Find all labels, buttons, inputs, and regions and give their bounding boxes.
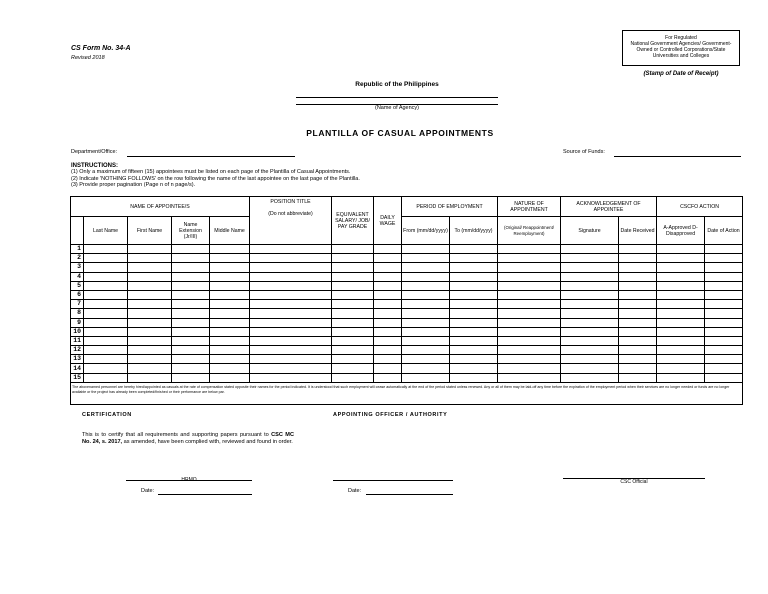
table-cell[interactable] xyxy=(332,346,374,355)
table-cell[interactable] xyxy=(402,263,450,272)
position-title-header xyxy=(250,197,332,245)
table-cell[interactable] xyxy=(402,318,450,327)
table-cell[interactable] xyxy=(374,300,402,309)
table-cell[interactable] xyxy=(705,254,743,263)
table-cell[interactable] xyxy=(450,373,498,382)
table-cell[interactable] xyxy=(402,336,450,345)
table-cell[interactable] xyxy=(561,327,619,336)
page-title: PLANTILLA OF CASUAL APPOINTMENTS xyxy=(306,128,494,138)
table-row xyxy=(71,281,743,290)
table-row xyxy=(71,327,743,336)
revised-label: Revised 2018 xyxy=(71,55,105,61)
row-number: 12 xyxy=(71,346,84,355)
table-cell[interactable] xyxy=(498,364,561,373)
instructions-heading: INSTRUCTIONS: xyxy=(71,163,118,169)
position-title-label: POSITION TITLE xyxy=(270,199,311,205)
table-cell[interactable] xyxy=(250,364,332,373)
table-cell[interactable] xyxy=(84,300,128,309)
table-cell[interactable] xyxy=(619,281,657,290)
last-name-header: Last Name xyxy=(84,217,128,245)
cert-text-bold: CSC MC No. 24, s. 2017, xyxy=(82,432,294,445)
table-cell[interactable] xyxy=(332,318,374,327)
table-cell[interactable] xyxy=(402,327,450,336)
hrmo-date-label: Date: xyxy=(141,488,155,494)
table-cell[interactable] xyxy=(498,355,561,364)
table-cell[interactable] xyxy=(84,281,128,290)
table-cell[interactable] xyxy=(210,300,250,309)
table-cell[interactable] xyxy=(498,281,561,290)
table-cell[interactable] xyxy=(657,355,705,364)
table-cell[interactable] xyxy=(561,254,619,263)
certification-text xyxy=(82,432,294,445)
table-cell[interactable] xyxy=(619,245,657,254)
table-cell[interactable] xyxy=(332,327,374,336)
table-cell[interactable] xyxy=(250,281,332,290)
table-cell[interactable] xyxy=(657,309,705,318)
table-cell[interactable] xyxy=(561,355,619,364)
table-cell[interactable] xyxy=(128,290,172,299)
table-cell[interactable] xyxy=(450,281,498,290)
table-cell[interactable] xyxy=(84,245,128,254)
table-cell[interactable] xyxy=(210,281,250,290)
table-cell[interactable] xyxy=(402,355,450,364)
table-cell[interactable] xyxy=(498,245,561,254)
table-cell[interactable] xyxy=(172,263,210,272)
table-cell[interactable] xyxy=(84,290,128,299)
table-cell[interactable] xyxy=(705,263,743,272)
table-cell[interactable] xyxy=(402,373,450,382)
plantilla-table xyxy=(70,196,743,405)
equivalent-salary-header: EQUIVALENT SALARY/ JOB/ PAY GRADE xyxy=(332,197,374,245)
appointing-signature-line[interactable] xyxy=(333,480,453,481)
table-cell[interactable] xyxy=(450,336,498,345)
table-cell[interactable] xyxy=(498,336,561,345)
table-cell[interactable] xyxy=(498,318,561,327)
table-cell[interactable] xyxy=(84,318,128,327)
daily-wage-header: DAILY WAGE xyxy=(374,197,402,245)
table-cell[interactable] xyxy=(561,281,619,290)
table-cell[interactable] xyxy=(128,336,172,345)
table-cell[interactable] xyxy=(332,254,374,263)
table-cell[interactable] xyxy=(561,245,619,254)
table-row xyxy=(71,318,743,327)
table-cell[interactable] xyxy=(619,309,657,318)
table-cell[interactable] xyxy=(657,346,705,355)
position-note: (Do not abbreviate) xyxy=(268,211,313,217)
table-cell[interactable] xyxy=(332,272,374,281)
table-cell[interactable] xyxy=(374,318,402,327)
table-cell[interactable] xyxy=(374,364,402,373)
table-cell[interactable] xyxy=(332,336,374,345)
table-cell[interactable] xyxy=(84,309,128,318)
table-cell[interactable] xyxy=(561,364,619,373)
table-cell[interactable] xyxy=(498,263,561,272)
table-cell[interactable] xyxy=(210,364,250,373)
date-of-action-header: Date of Action xyxy=(705,217,743,245)
table-cell[interactable] xyxy=(374,290,402,299)
table-cell[interactable] xyxy=(450,300,498,309)
table-cell[interactable] xyxy=(84,373,128,382)
row-number: 6 xyxy=(71,290,84,299)
row-number: 2 xyxy=(71,254,84,263)
table-cell[interactable] xyxy=(250,272,332,281)
hrmo-label: HRMO xyxy=(181,477,197,483)
row-number: 1 xyxy=(71,245,84,254)
funds-label: Source of Funds: xyxy=(563,149,605,155)
table-cell[interactable] xyxy=(561,346,619,355)
table-row xyxy=(71,336,743,345)
stamp-line: Owned or Controlled Corporations/State xyxy=(636,47,726,53)
table-cell[interactable] xyxy=(657,263,705,272)
table-row xyxy=(71,364,743,373)
table-cell[interactable] xyxy=(705,364,743,373)
stamp-line: For Regulated xyxy=(665,35,697,41)
table-cell[interactable] xyxy=(332,245,374,254)
table-cell[interactable] xyxy=(128,364,172,373)
table-cell[interactable] xyxy=(561,373,619,382)
row-number: 4 xyxy=(71,272,84,281)
table-cell[interactable] xyxy=(332,290,374,299)
table-cell[interactable] xyxy=(250,263,332,272)
table-cell[interactable] xyxy=(657,336,705,345)
table-cell[interactable] xyxy=(657,281,705,290)
instruction-item: (2) Indicate 'NOTHING FOLLOWS' on the row following the name of the last appointee on the last page of the Plantilla. xyxy=(71,175,360,182)
nature-sub-header: (Original/ Reappointment/ Reemployment) xyxy=(498,217,561,245)
csc-official-label: CSC Official xyxy=(620,479,648,485)
row-number: 10 xyxy=(71,327,84,336)
cert-text-pre: This is to certify that all requirements and supporting papers pursuant to xyxy=(82,432,272,438)
table-cell[interactable] xyxy=(172,364,210,373)
table-cell[interactable] xyxy=(657,272,705,281)
table-cell[interactable] xyxy=(619,336,657,345)
appointing-officer-heading: APPOINTING OFFICER / AUTHORITY xyxy=(333,412,448,418)
table-cell[interactable] xyxy=(250,355,332,364)
table-cell[interactable] xyxy=(374,327,402,336)
table-cell[interactable] xyxy=(128,263,172,272)
table-cell[interactable] xyxy=(498,373,561,382)
table-cell[interactable] xyxy=(450,245,498,254)
table-cell[interactable] xyxy=(250,327,332,336)
table-cell[interactable] xyxy=(619,364,657,373)
table-cell[interactable] xyxy=(498,309,561,318)
table-cell[interactable] xyxy=(172,281,210,290)
table-cell[interactable] xyxy=(374,281,402,290)
table-row xyxy=(71,355,743,364)
table-cell[interactable] xyxy=(210,245,250,254)
table-cell[interactable] xyxy=(705,346,743,355)
table-cell[interactable] xyxy=(619,272,657,281)
table-cell[interactable] xyxy=(250,318,332,327)
table-cell[interactable] xyxy=(705,281,743,290)
table-cell[interactable] xyxy=(402,364,450,373)
table-cell[interactable] xyxy=(250,300,332,309)
table-cell[interactable] xyxy=(450,364,498,373)
instruction-item: (3) Provide proper pagination (Page n of n page/s). xyxy=(71,182,196,189)
acknowledgement-header: ACKNOWLEDGEMENT OF APPOINTEE xyxy=(561,197,657,217)
cscfo-action-header: CSCFO ACTION xyxy=(657,197,743,217)
table-cell[interactable] xyxy=(128,300,172,309)
footnote: The abovenamed personnel are hereby hired/appointed as casuals at the rate of compensation stated opposite their names for the period indicated. It is understood that such employment will cease automatically at the end of the period stated unless renewed. Any or all of them may be laid-off any time before the expiration of the employment period when their services are no longer needed or funds are no longer available or the project has already been completed/finished or their performance are below par. xyxy=(71,382,743,404)
stamp-caption: (Stamp of Date of Receipt) xyxy=(643,71,719,77)
period-of-employment-header: PERIOD OF EMPLOYMENT xyxy=(402,197,498,217)
row-number: 8 xyxy=(71,309,84,318)
table-row xyxy=(71,272,743,281)
table-row xyxy=(71,373,743,382)
table-cell[interactable] xyxy=(402,346,450,355)
table-cell[interactable] xyxy=(128,272,172,281)
row-number: 5 xyxy=(71,281,84,290)
table-cell[interactable] xyxy=(210,254,250,263)
table-cell[interactable] xyxy=(332,263,374,272)
table-cell[interactable] xyxy=(172,373,210,382)
table-cell[interactable] xyxy=(374,309,402,318)
table-cell[interactable] xyxy=(172,300,210,309)
table-cell[interactable] xyxy=(402,281,450,290)
table-cell[interactable] xyxy=(84,272,128,281)
table-cell[interactable] xyxy=(450,355,498,364)
table-cell[interactable] xyxy=(210,327,250,336)
table-cell[interactable] xyxy=(657,364,705,373)
table-cell[interactable] xyxy=(705,373,743,382)
table-cell[interactable] xyxy=(250,373,332,382)
row-number: 9 xyxy=(71,318,84,327)
table-cell[interactable] xyxy=(250,309,332,318)
table-row xyxy=(71,309,743,318)
table-cell[interactable] xyxy=(332,281,374,290)
appointing-date-field[interactable] xyxy=(366,494,453,495)
department-label: Department/Office: xyxy=(71,149,118,155)
table-cell[interactable] xyxy=(374,254,402,263)
table-cell[interactable] xyxy=(498,300,561,309)
table-cell[interactable] xyxy=(450,327,498,336)
table-cell[interactable] xyxy=(84,336,128,345)
table-cell[interactable] xyxy=(561,318,619,327)
table-cell[interactable] xyxy=(498,346,561,355)
table-cell[interactable] xyxy=(450,309,498,318)
hrmo-date-field[interactable] xyxy=(158,494,252,495)
table-cell[interactable] xyxy=(450,346,498,355)
table-cell[interactable] xyxy=(657,327,705,336)
table-cell[interactable] xyxy=(84,263,128,272)
table-cell[interactable] xyxy=(450,290,498,299)
republic-underline xyxy=(296,97,498,98)
funds-field[interactable] xyxy=(614,156,741,157)
stamp-line: Universities and Colleges xyxy=(652,53,710,59)
table-cell[interactable] xyxy=(450,254,498,263)
table-cell[interactable] xyxy=(84,364,128,373)
table-cell[interactable] xyxy=(250,346,332,355)
table-cell[interactable] xyxy=(402,272,450,281)
table-cell[interactable] xyxy=(172,346,210,355)
department-field[interactable] xyxy=(127,156,295,157)
table-cell[interactable] xyxy=(619,254,657,263)
table-cell[interactable] xyxy=(705,355,743,364)
table-cell[interactable] xyxy=(172,336,210,345)
table-cell[interactable] xyxy=(619,300,657,309)
table-row xyxy=(71,300,743,309)
table-cell[interactable] xyxy=(250,336,332,345)
appointing-date-label: Date: xyxy=(348,488,362,494)
table-cell[interactable] xyxy=(128,318,172,327)
stamp-line: National Government Agencies/ Government- xyxy=(630,41,732,47)
table-cell[interactable] xyxy=(128,245,172,254)
table-cell[interactable] xyxy=(705,245,743,254)
table-cell[interactable] xyxy=(374,272,402,281)
table-cell[interactable] xyxy=(210,346,250,355)
row-number: 3 xyxy=(71,263,84,272)
table-cell[interactable] xyxy=(332,364,374,373)
table-cell[interactable] xyxy=(210,318,250,327)
approval-status-header: A-Approved D- Disapproved xyxy=(657,217,705,245)
row-number: 14 xyxy=(71,364,84,373)
table-cell[interactable] xyxy=(210,290,250,299)
table-cell[interactable] xyxy=(374,336,402,345)
table-cell[interactable] xyxy=(332,300,374,309)
table-row xyxy=(71,254,743,263)
table-cell[interactable] xyxy=(374,355,402,364)
table-row xyxy=(71,263,743,272)
table-cell[interactable] xyxy=(619,263,657,272)
table-cell[interactable] xyxy=(619,373,657,382)
table-cell[interactable] xyxy=(332,373,374,382)
table-cell[interactable] xyxy=(210,355,250,364)
table-cell[interactable] xyxy=(172,327,210,336)
table-cell[interactable] xyxy=(657,245,705,254)
table-cell[interactable] xyxy=(705,318,743,327)
table-cell[interactable] xyxy=(128,281,172,290)
table-cell[interactable] xyxy=(128,373,172,382)
name-extension-header: Name Extension (Jr/III) xyxy=(172,217,210,245)
table-cell[interactable] xyxy=(402,290,450,299)
table-cell[interactable] xyxy=(210,373,250,382)
table-cell[interactable] xyxy=(498,254,561,263)
table-cell[interactable] xyxy=(210,309,250,318)
table-cell[interactable] xyxy=(705,327,743,336)
row-number: 13 xyxy=(71,355,84,364)
first-name-header: First Name xyxy=(128,217,172,245)
table-cell[interactable] xyxy=(172,318,210,327)
table-cell[interactable] xyxy=(705,309,743,318)
table-cell[interactable] xyxy=(498,272,561,281)
table-cell[interactable] xyxy=(172,355,210,364)
table-cell[interactable] xyxy=(619,290,657,299)
table-cell[interactable] xyxy=(402,300,450,309)
middle-name-header: Middle Name xyxy=(210,217,250,245)
table-cell[interactable] xyxy=(128,254,172,263)
table-cell[interactable] xyxy=(374,373,402,382)
from-date-header: From (mm/dd/yyyy) xyxy=(402,217,450,245)
table-cell[interactable] xyxy=(657,318,705,327)
table-cell[interactable] xyxy=(210,336,250,345)
table-cell[interactable] xyxy=(332,309,374,318)
table-cell[interactable] xyxy=(561,336,619,345)
table-cell[interactable] xyxy=(498,327,561,336)
table-row xyxy=(71,290,743,299)
table-cell[interactable] xyxy=(402,309,450,318)
table-cell[interactable] xyxy=(84,327,128,336)
table-cell[interactable] xyxy=(619,327,657,336)
table-cell[interactable] xyxy=(128,346,172,355)
table-cell[interactable] xyxy=(561,272,619,281)
table-cell[interactable] xyxy=(84,254,128,263)
table-cell[interactable] xyxy=(657,373,705,382)
table-cell[interactable] xyxy=(657,290,705,299)
table-cell[interactable] xyxy=(561,290,619,299)
table-cell[interactable] xyxy=(128,355,172,364)
row-number: 11 xyxy=(71,336,84,345)
table-cell[interactable] xyxy=(374,346,402,355)
table-cell[interactable] xyxy=(498,290,561,299)
table-cell[interactable] xyxy=(128,309,172,318)
table-cell[interactable] xyxy=(250,245,332,254)
row-number-header xyxy=(71,217,84,245)
table-cell[interactable] xyxy=(705,336,743,345)
table-cell[interactable] xyxy=(705,300,743,309)
table-cell[interactable] xyxy=(402,254,450,263)
table-cell[interactable] xyxy=(172,290,210,299)
stamp-box xyxy=(622,30,740,66)
table-cell[interactable] xyxy=(210,272,250,281)
table-cell[interactable] xyxy=(210,263,250,272)
table-cell[interactable] xyxy=(374,263,402,272)
table-cell[interactable] xyxy=(561,263,619,272)
table-cell[interactable] xyxy=(374,245,402,254)
table-cell[interactable] xyxy=(450,263,498,272)
to-date-header: To (mm/dd/yyyy) xyxy=(450,217,498,245)
table-cell[interactable] xyxy=(250,290,332,299)
nature-of-appointment-header: NATURE OF APPOINTMENT xyxy=(498,197,561,217)
table-cell[interactable] xyxy=(402,245,450,254)
table-cell[interactable] xyxy=(450,272,498,281)
date-received-header: Date Received xyxy=(619,217,657,245)
instructions xyxy=(71,163,360,189)
table-cell[interactable] xyxy=(172,245,210,254)
name-of-appointees-header: NAME OF APPOINTEE/S xyxy=(71,197,250,217)
table-cell[interactable] xyxy=(172,309,210,318)
form-number: CS Form No. 34-A xyxy=(71,45,131,52)
table-cell[interactable] xyxy=(84,346,128,355)
table-cell[interactable] xyxy=(172,254,210,263)
table-cell[interactable] xyxy=(250,254,332,263)
table-cell[interactable] xyxy=(705,272,743,281)
row-number: 7 xyxy=(71,300,84,309)
table-cell[interactable] xyxy=(84,355,128,364)
certification-heading: CERTIFICATION xyxy=(82,412,132,418)
table-cell[interactable] xyxy=(561,309,619,318)
table-cell[interactable] xyxy=(561,300,619,309)
table-row xyxy=(71,245,743,254)
table-cell[interactable] xyxy=(450,318,498,327)
signature-header: Signature xyxy=(561,217,619,245)
republic-heading: Republic of the Philippines xyxy=(355,81,439,88)
instruction-item: (1) Only a maximum of fifteen (15) appointees must be listed on each page of the Plantilla of Casual Appointments. xyxy=(71,169,351,176)
table-cell[interactable] xyxy=(128,327,172,336)
table-cell[interactable] xyxy=(332,355,374,364)
table-cell[interactable] xyxy=(657,254,705,263)
table-row xyxy=(71,346,743,355)
table-cell[interactable] xyxy=(705,290,743,299)
table-cell[interactable] xyxy=(657,300,705,309)
cert-text-post: as amended, have been complied with, reviewed and found in order. xyxy=(122,438,293,445)
table-cell[interactable] xyxy=(172,272,210,281)
table-cell[interactable] xyxy=(619,346,657,355)
row-number: 15 xyxy=(71,373,84,382)
table-cell[interactable] xyxy=(619,355,657,364)
table-cell[interactable] xyxy=(619,318,657,327)
agency-label: (Name of Agency) xyxy=(374,105,420,111)
